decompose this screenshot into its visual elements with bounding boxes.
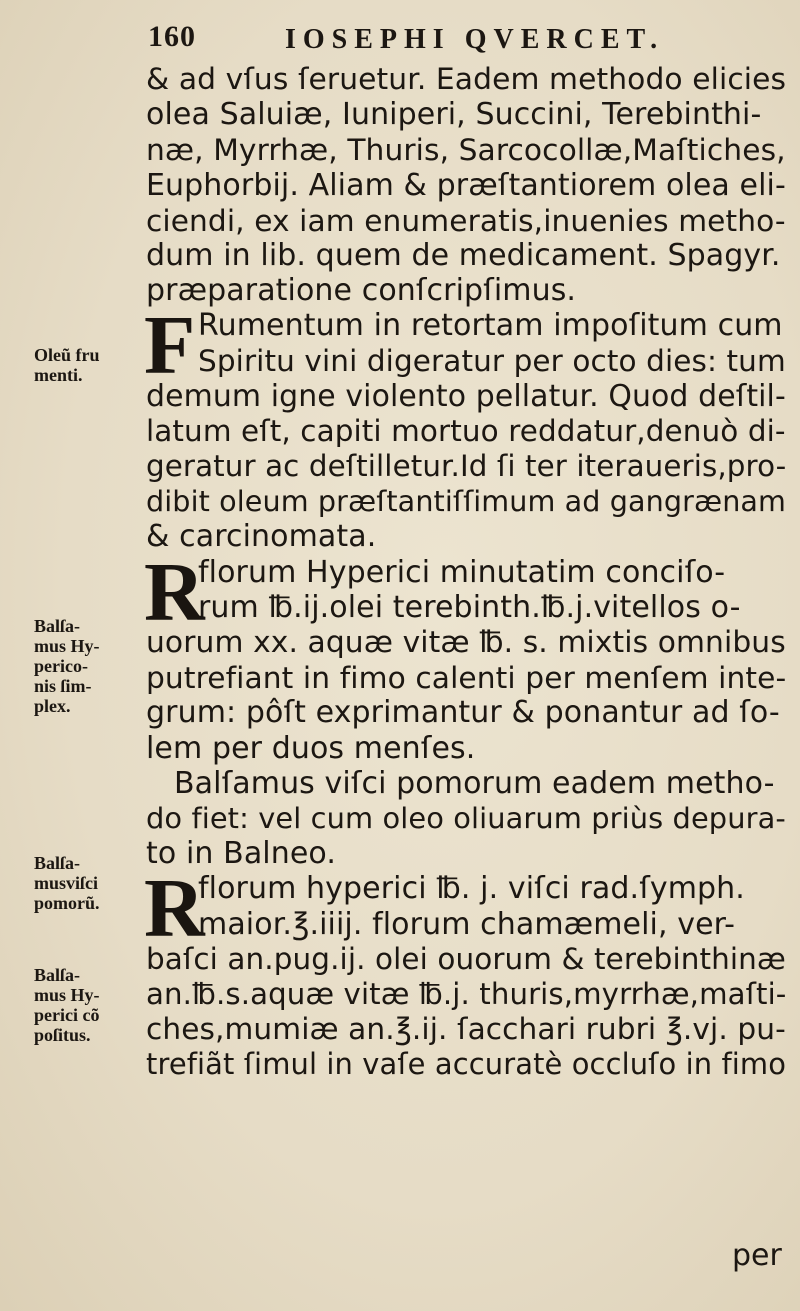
text-line: grum: pôſt exprimantur & ponantur ad ſo- [146,695,780,731]
text-line: trefiãt ſimul in vaſe accuratè occluſo in fimo [146,1047,787,1082]
margin-note-line: Oleũ fru [34,345,100,365]
text-line: Spiritu vini digeratur per octo dies: tum [198,343,786,378]
margin-note-oleum-frumenti [34,345,134,385]
text-line: Balſamus viſci pomorum eadem metho- [174,765,775,801]
running-head: IOSEPHI QVERCET. [285,24,665,55]
text-line: lem per duos menſes. [146,730,476,766]
text-line: & carcinomata. [146,519,377,555]
text-line: baſci an.pug.ij. olei ouorum & terebinthinæ [146,941,786,976]
text-line: maior.℥.iiij. florum chamæmeli, ver- [198,906,736,942]
text-line: rum ℔.ij.olei terebinth.℔.j.vitellos o- [198,589,741,625]
body-text [146,62,786,1082]
text-line: to in Balneo. [146,836,336,872]
drop-cap: R [144,862,205,956]
text-line: Rumentum in retortam impoſitum cum [198,308,783,344]
text-line: do fiet: vel cum oleo oliuarum priùs depura- [146,800,786,835]
text-line: latum eſt, capiti mortuo reddatur,denuò di- [146,413,786,448]
text-line: putrefiant in fimo calenti per menſem inte- [146,660,787,696]
text-line: & ad vſus ſeruetur. Eadem methodo elicies [146,62,787,97]
paragraph-balsamus-compositus [144,862,787,1082]
paragraph-balsamus-visci [146,766,786,872]
margin-note-line: pomorũ. [34,893,100,913]
margin-note-line: musviſci [34,873,99,893]
margin-note-line: Balſa- [34,616,81,636]
text-line: dum in lib. quem de medicament. Spagyr. [146,237,781,273]
catchword: per [732,1238,782,1273]
text-line: florum Hyperici minutatim conciſo- [198,554,726,590]
margin-note-line: Balſa- [34,965,81,985]
margin-note-line: perico- [34,656,88,676]
page-number: 160 [148,20,196,53]
text-line: præparatione conſcripſimus. [146,273,577,309]
text-line: ciendi, ex iam enumeratis,inuenies metho- [146,202,786,238]
margin-note-balsamus-visci [34,853,134,913]
page-header [0,14,800,54]
paragraph-oleum-frumenti [144,299,787,555]
text-line: næ, Myrrhæ, Thuris, Sarcocollæ,Maſtiches, [146,132,786,168]
margin-note-balsamus-compositus [34,965,134,1045]
text-line: geratur ac deſtilletur.Id ſi ter iteraueris,pro- [146,449,787,484]
text-line: ches,mumiæ an.℥.ij. ſacchari rubri ℥.vj. pu- [146,1012,786,1047]
margin-note-line: menti. [34,365,83,385]
paragraph-balsamus-hypericonis [144,545,787,766]
text-line: uorum xx. aquæ vitæ ℔. s. mixtis omnibus [146,625,786,660]
margin-note-line: poſitus. [34,1025,91,1045]
margin-note-line: perici cõ [34,1005,100,1025]
text-line: florum hyperici ℔. j. viſci rad.ſymph. [198,871,745,907]
text-line: demum igne violento pellatur. Quod deſtil- [146,378,786,414]
paragraph-oils [146,62,786,308]
margin-note-line: mus Hy- [34,636,100,656]
text-line: olea Saluiæ, Iuniperi, Succini, Terebinthi- [146,97,762,133]
text-line: dibit oleum præſtantiſſimum ad gangrænam [146,484,787,519]
margin-note-line: Balſa- [34,853,81,873]
margin-note-line: plex. [34,696,71,716]
margin-note-line: mus Hy- [34,985,100,1005]
drop-cap: R [144,545,205,639]
text-line: Euphorbij. Aliam & præſtantiorem olea eli- [146,167,786,203]
drop-cap: F [144,299,196,393]
margin-note-line: nis ſim- [34,676,92,696]
margin-note-balsamus-hypericonis [34,616,134,716]
text-line: an.℔.s.aquæ vitæ ℔.j. thuris,myrrhæ,maſti- [146,976,787,1011]
